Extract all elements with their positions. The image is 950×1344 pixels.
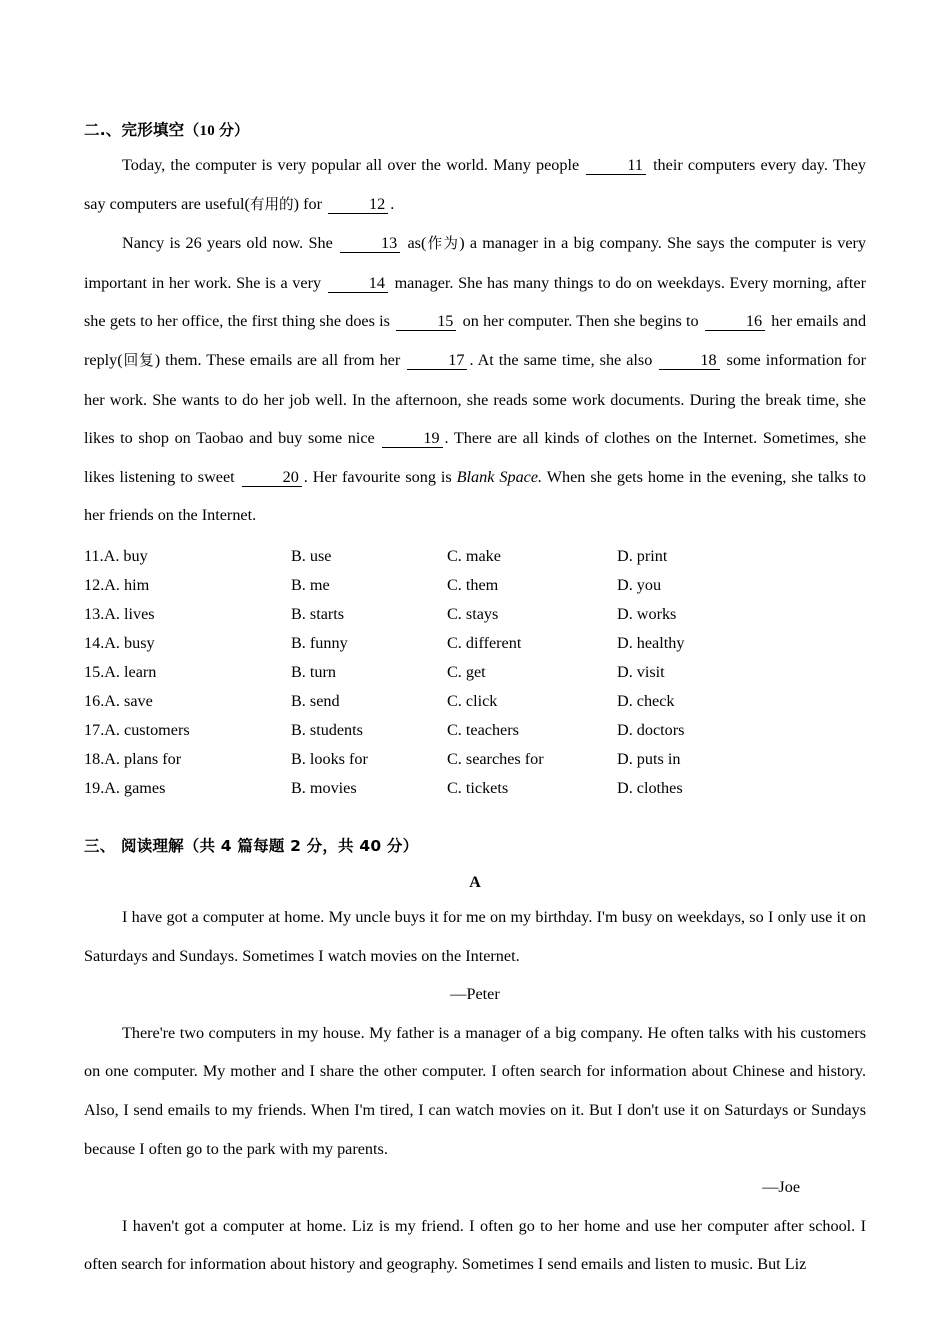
option-16-b[interactable]: B. send <box>291 691 340 710</box>
option-row-13 <box>84 605 866 634</box>
option-19-d[interactable]: D. clothes <box>617 778 683 797</box>
option-13-number: 13. <box>84 604 105 623</box>
option-19-c[interactable]: C. tickets <box>447 778 509 797</box>
option-16-d[interactable]: D. check <box>617 691 675 710</box>
option-13-c[interactable]: C. stays <box>447 604 499 623</box>
section-spacer <box>84 808 866 834</box>
section-two-heading-cjk: 二.、完形填空 <box>84 121 185 139</box>
cloze-paragraph-1 <box>84 146 866 224</box>
cloze-p2-text-5: on her computer. Then she begins to <box>462 312 699 331</box>
option-18-d[interactable]: D. puts in <box>617 749 681 768</box>
option-12-number: 12. <box>84 575 105 594</box>
option-14-d[interactable]: D. healthy <box>617 633 685 652</box>
option-18-number: 18. <box>84 749 105 768</box>
page-content <box>84 118 866 1284</box>
cloze-p2-text-3: ) a manager in a big company. She says the computer is very important in her work. She is a very <box>84 234 867 292</box>
cloze-p1-text-1: Today, the computer is very popular all over the world. Many people <box>122 156 580 174</box>
option-17-c[interactable]: C. teachers <box>447 720 519 739</box>
cloze-blank-14: 14 <box>328 275 388 293</box>
option-15-c[interactable]: C. get <box>447 662 486 681</box>
option-13-d[interactable]: D. works <box>617 604 677 623</box>
option-17-a-label: A. customers <box>104 720 190 739</box>
option-18-a[interactable] <box>84 750 181 769</box>
cloze-paragraph-2 <box>84 224 866 535</box>
cloze-blank-15: 15 <box>396 313 456 331</box>
cloze-options-list <box>84 547 866 808</box>
option-16-a-label: A. save <box>104 691 153 710</box>
cloze-blank-17: 17 <box>407 352 467 370</box>
option-14-b[interactable]: B. funny <box>291 633 348 652</box>
cloze-blank-19: 19 <box>382 430 442 448</box>
cloze-p2-text-1: Nancy is 26 years old now. She <box>122 234 333 253</box>
option-16-a[interactable] <box>84 692 153 711</box>
option-row-19 <box>84 779 866 808</box>
cloze-p1-text-4: . <box>390 194 395 213</box>
cloze-p2-text-4: manager. She has many things to do on weekdays. Every morning, after she gets to her office, the first thing she does is <box>84 273 867 331</box>
cloze-p1-gloss-useful: 有用的 <box>249 195 294 213</box>
option-19-b[interactable]: B. movies <box>291 778 357 797</box>
option-15-b[interactable]: B. turn <box>291 662 336 681</box>
cloze-p1-text-2: their computers every day. They say computers are useful( <box>84 156 867 213</box>
option-row-18 <box>84 750 866 779</box>
option-17-a[interactable] <box>84 721 190 740</box>
option-11-c[interactable]: C. make <box>447 546 501 565</box>
cloze-p2-text-12: When she gets home in the evening, she talks to her friends on the Internet. <box>84 467 866 525</box>
option-12-d[interactable]: D. you <box>617 575 662 594</box>
option-11-b[interactable]: B. use <box>291 546 332 565</box>
section-three-heading-cjk: 三、 阅读理解 <box>84 836 184 855</box>
option-15-number: 15. <box>84 662 105 681</box>
section-three-heading <box>84 834 866 856</box>
cloze-p2-song-title: Blank Space. <box>456 467 543 486</box>
option-14-c[interactable]: C. different <box>447 633 522 652</box>
option-14-a[interactable] <box>84 634 155 653</box>
option-19-number: 19. <box>84 778 105 797</box>
option-19-a-label: A. games <box>104 778 166 797</box>
cloze-p2-text-2: as( <box>407 234 427 253</box>
option-15-a-label: A. learn <box>104 662 157 681</box>
reading-passage-2: There're two computers in my house. My father is a manager of a big company. He often talks with his customers on one computer. My mother and I share the other computer. I often search for information about Chinese and history. Also, I send emails to my friends. When I'm tired, I can watch movies on it. But I don't use it on Saturdays or Sundays because I often go to the park with my parents. <box>84 1023 866 1158</box>
passage-1-attribution: —Peter <box>450 985 500 1004</box>
option-18-b[interactable]: B. looks for <box>291 749 368 768</box>
option-11-d[interactable]: D. print <box>617 546 668 565</box>
option-12-a[interactable] <box>84 576 149 595</box>
option-14-number: 14. <box>84 633 105 652</box>
passage-2-attribution: —Joe <box>762 1178 800 1197</box>
option-18-c[interactable]: C. searches for <box>447 749 544 768</box>
option-15-d[interactable]: D. visit <box>617 662 665 681</box>
cloze-p2-gloss-as: 作为 <box>426 235 460 253</box>
option-16-number: 16. <box>84 691 105 710</box>
cloze-p2-text-9: some information for her work. She wants to do her job well. In the afternoon, she reads some work documents. During the break time, she likes to shop on Taobao and buy some nice <box>84 350 867 448</box>
cloze-p1-text-3: ) for <box>293 194 322 213</box>
cloze-p2-text-6: her emails and reply( <box>84 312 867 369</box>
option-row-17 <box>84 721 866 750</box>
cloze-blank-12: 12 <box>328 196 388 214</box>
option-17-d[interactable]: D. doctors <box>617 720 685 739</box>
option-row-11 <box>84 547 866 576</box>
cloze-blank-20: 20 <box>242 469 302 487</box>
option-12-c[interactable]: C. them <box>447 575 499 594</box>
section-three-heading-score: （共 4 篇每题 2 分，共 40 分） <box>183 836 419 855</box>
cloze-blank-18: 18 <box>659 352 719 370</box>
option-19-a[interactable] <box>84 779 165 798</box>
cloze-blank-11: 11 <box>586 157 646 175</box>
option-17-number: 17. <box>84 720 105 739</box>
cloze-p2-text-11: . Her favourite song is <box>303 467 457 486</box>
option-16-c[interactable]: C. click <box>447 691 498 710</box>
section-two-heading <box>84 118 866 140</box>
option-row-16 <box>84 692 866 721</box>
cloze-blank-16: 16 <box>705 313 765 331</box>
cloze-p2-text-8: . At the same time, she also <box>469 350 653 369</box>
option-12-b[interactable]: B. me <box>291 575 330 594</box>
cloze-p2-gloss-reply: 回复 <box>122 351 155 369</box>
option-row-14 <box>84 634 866 663</box>
passage-label-a: A <box>469 873 481 891</box>
reading-passage-1: I have got a computer at home. My uncle buys it for me on my birthday. I'm busy on weekdays, so I only use it on Saturdays and Sundays. Sometimes I watch movies on the Internet. <box>84 907 866 965</box>
cloze-p2-text-7: ) them. These emails are all from her <box>154 350 401 369</box>
section-two-heading-score: （10 分） <box>184 123 250 139</box>
cloze-blank-13: 13 <box>340 235 400 253</box>
reading-passage-3: I haven't got a computer at home. Liz is my friend. I often go to her home and use her computer after school. I often search for information about history and geography. Sometimes I send emails and listen to music. But Liz <box>84 1216 866 1274</box>
option-13-a-label: A. lives <box>104 604 155 623</box>
cloze-p2-text-10: . There are all kinds of clothes on the Internet. Sometimes, she likes listening to sweet <box>84 429 867 486</box>
option-row-15 <box>84 663 866 692</box>
option-11-a[interactable] <box>84 547 148 566</box>
option-15-a[interactable] <box>84 663 156 682</box>
option-14-a-label: A. busy <box>104 633 155 652</box>
option-12-a-label: A. him <box>104 575 150 594</box>
option-13-a[interactable] <box>84 605 155 624</box>
option-17-b[interactable]: B. students <box>291 720 363 739</box>
option-13-b[interactable]: B. starts <box>291 604 345 623</box>
option-11-a-label: A. buy <box>103 546 148 565</box>
option-row-12 <box>84 576 866 605</box>
option-11-number: 11. <box>84 546 104 565</box>
option-18-a-label: A. plans for <box>104 749 182 768</box>
